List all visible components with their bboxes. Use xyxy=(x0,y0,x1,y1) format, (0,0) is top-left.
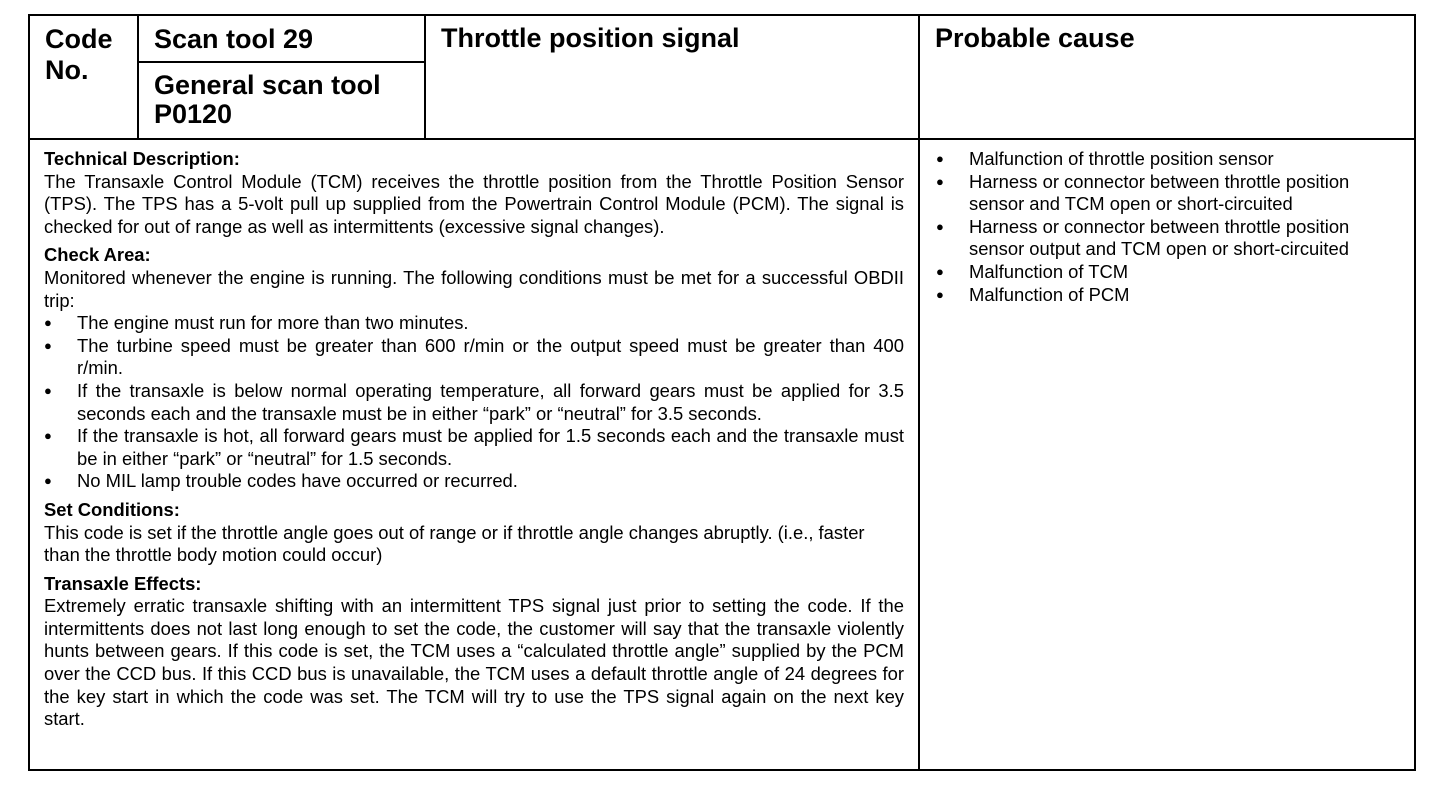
probable-cause-header: Probable cause xyxy=(935,23,1135,53)
technical-description-title: Technical Description: xyxy=(44,148,240,169)
transaxle-effects-title: Transaxle Effects: xyxy=(44,572,202,594)
code-no-header: Code No. xyxy=(45,24,113,85)
list-item: ● Malfunction of TCM xyxy=(936,261,1402,284)
description-body xyxy=(44,148,904,731)
list-item: ● If the transaxle is hot, all forward gears must be applied for 1.5 seconds each and the transaxle must be in either “park” or “neutral” for 1.5 seconds. xyxy=(44,425,904,470)
general-scan-tool-header: General scan tool P0120 xyxy=(154,70,381,129)
list-item: ● If the transaxle is below normal operating temperature, all forward gears must be applied for 3.5 seconds each and the transaxle must be in either “park” or “neutral” for 3.5 seconds. xyxy=(44,380,904,425)
set-conditions-text: This code is set if the throttle angle goes out of range or if throttle angle changes abruptly. (i.e., faster than the throttle body motion could occur) xyxy=(44,521,865,566)
list-item: ● Malfunction of PCM xyxy=(936,284,1402,307)
list-item: ● The engine must run for more than two minutes. xyxy=(44,312,904,335)
probable-cause-body xyxy=(936,148,1402,306)
divider-cause-col xyxy=(918,14,920,771)
divider-header xyxy=(28,138,1416,140)
divider-code-col xyxy=(137,14,139,140)
list-item: ● Harness or connector between throttle position sensor output and TCM open or short-circuited xyxy=(936,216,1402,261)
check-area-text: Monitored whenever the engine is running. The following conditions must be met for a successful OBDII trip: xyxy=(44,266,904,311)
list-item: ● No MIL lamp trouble codes have occurred or recurred. xyxy=(44,470,904,493)
probable-cause-list xyxy=(936,148,1402,306)
divider-tool-rows xyxy=(138,61,425,63)
check-area-title: Check Area: xyxy=(44,244,151,266)
list-item: ● The turbine speed must be greater than 600 r/min or the output speed must be greater than 400 r/min. xyxy=(44,335,904,380)
scan-tool-header: Scan tool 29 xyxy=(154,24,314,54)
divider-tool-col xyxy=(424,14,426,140)
signal-title: Throttle position signal xyxy=(441,23,740,53)
set-conditions-title: Set Conditions: xyxy=(44,498,180,520)
list-item: ● Harness or connector between throttle position sensor and TCM open or short-circuited xyxy=(936,171,1402,216)
check-area-list xyxy=(44,312,904,493)
technical-description-text: The Transaxle Control Module (TCM) receives the throttle position from the Throttle Position Sensor (TPS). The TPS has a 5-volt pull up supplied from the Powertrain Control Module (PCM). The signal is checked for out of range as well as intermittents (excessive signal changes). xyxy=(44,170,904,237)
transaxle-effects-text: Extremely erratic transaxle shifting with an intermittent TPS signal just prior to setting the code. If the intermittents does not last long enough to set the code, the customer will say that the transaxle violently hunts between gears. If this code is set, the TCM uses a “calculated throttle angle” supplied by the PCM over the CCD bus. If this CCD bus is unavailable, the TCM uses a default throttle angle of 24 degrees for the key start in which the code was set. The TCM will try to use the TPS signal again on the next key start. xyxy=(44,595,904,730)
list-item: ● Malfunction of throttle position sensor xyxy=(936,148,1402,171)
